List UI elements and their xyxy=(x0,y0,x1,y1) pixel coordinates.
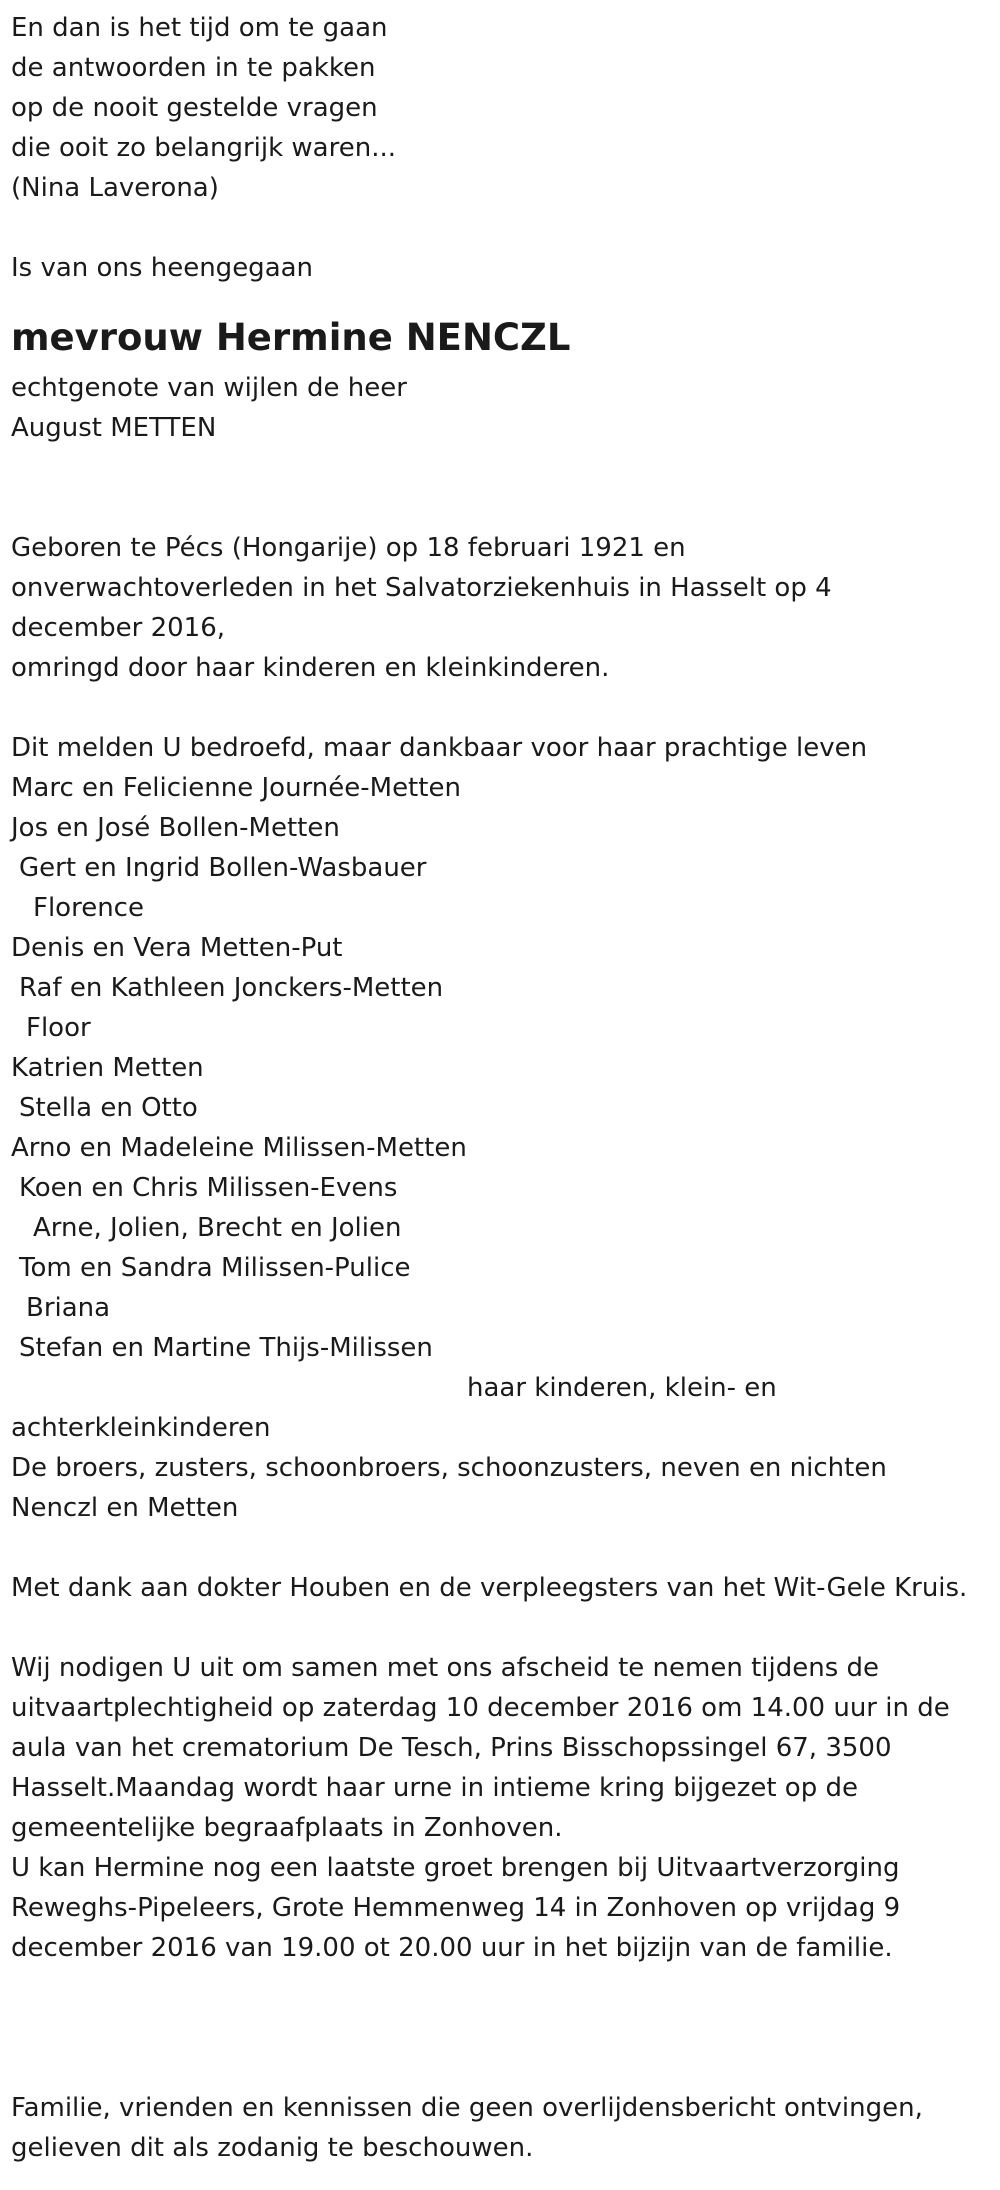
details-line: Geboren te Pécs (Hongarije) op 18 februari 1921 en xyxy=(11,533,686,563)
ceremony-details xyxy=(11,1648,991,1968)
ceremony-line: U kan Hermine nog een laatste groet brengen bij Uitvaartverzorging xyxy=(11,1853,900,1883)
relatives-line: Nenczl en Metten xyxy=(11,1493,239,1523)
family-closing: haar kinderen, klein- en xyxy=(467,1373,777,1403)
relatives-line: De broers, zusters, schoonbroers, schoonzusters, neven en nichten xyxy=(11,1453,887,1483)
ceremony-line: uitvaartplechtigheid op zaterdag 10 december 2016 om 14.00 uur in de xyxy=(11,1693,950,1723)
footer-note xyxy=(11,2088,991,2168)
ceremony-line: Wij nodigen U uit om samen met ons afscheid te nemen tijdens de xyxy=(11,1653,880,1683)
family-member: Florence xyxy=(33,893,144,923)
poem-line: de antwoorden in te pakken xyxy=(11,53,376,83)
family-member: Stefan en Martine Thijs-Milissen xyxy=(19,1333,433,1363)
poem-line: op de nooit gestelde vragen xyxy=(11,93,378,123)
family-member: Stella en Otto xyxy=(19,1093,198,1123)
family-member: Gert en Ingrid Bollen-Wasbauer xyxy=(19,853,427,883)
poem-author: (Nina Laverona) xyxy=(11,173,219,203)
poem-line: die ooit zo belangrijk waren... xyxy=(11,133,396,163)
family-member: Denis en Vera Metten-Put xyxy=(11,933,343,963)
family-member: Raf en Kathleen Jonckers-Metten xyxy=(19,973,444,1003)
ceremony-line: Hasselt.Maandag wordt haar urne in intieme kring bijgezet op de xyxy=(11,1773,858,1803)
family-intro: Dit melden U bedroefd, maar dankbaar voor haar prachtige leven xyxy=(11,733,868,763)
thanks-line: Met dank aan dokter Houben en de verpleegsters van het Wit-Gele Kruis. xyxy=(11,1573,968,1603)
deceased-name: mevrouw Hermine NENCZL xyxy=(11,316,571,359)
birth-death-details xyxy=(11,528,991,688)
family-member: Arno en Madeleine Milissen-Metten xyxy=(11,1133,467,1163)
obituary-page xyxy=(11,8,991,2168)
announcement: Is van ons heengegaan xyxy=(11,253,314,283)
family-member: Marc en Felicienne Journée-Metten xyxy=(11,773,461,803)
deceased-spouse: August METTEN xyxy=(11,413,217,443)
family-closing: achterkleinkinderen xyxy=(11,1413,271,1443)
footer-line: Familie, vrienden en kennissen die geen overlijdensbericht ontvingen, xyxy=(11,2093,923,2123)
ceremony-line: gemeentelijke begraafplaats in Zonhoven. xyxy=(11,1813,563,1843)
family-member: Arne, Jolien, Brecht en Jolien xyxy=(33,1213,402,1243)
family-member: Katrien Metten xyxy=(11,1053,204,1083)
ceremony-line: Reweghs-Pipeleers, Grote Hemmenweg 14 in Zonhoven op vrijdag 9 xyxy=(11,1893,901,1923)
family-member: Jos en José Bollen-Metten xyxy=(11,813,340,843)
poem-line: En dan is het tijd om te gaan xyxy=(11,13,388,43)
family-member: Koen en Chris Milissen-Evens xyxy=(19,1173,398,1203)
ceremony-line: december 2016 van 19.00 ot 20.00 uur in het bijzijn van de familie. xyxy=(11,1933,893,1963)
details-line: onverwachtoverleden in het Salvatorziekenhuis in Hasselt op 4 xyxy=(11,573,832,603)
poem xyxy=(11,8,991,208)
details-line: december 2016, xyxy=(11,613,226,643)
family-member: Tom en Sandra Milissen-Pulice xyxy=(19,1253,411,1283)
family-list xyxy=(11,728,991,1528)
ceremony-line: aula van het crematorium De Tesch, Prins Bisschopssingel 67, 3500 xyxy=(11,1733,892,1763)
family-member: Briana xyxy=(26,1293,111,1323)
deceased-relation: echtgenote van wijlen de heer xyxy=(11,373,407,403)
family-member: Floor xyxy=(26,1013,91,1043)
details-line: omringd door haar kinderen en kleinkinderen. xyxy=(11,653,610,683)
footer-line: gelieven dit als zodanig te beschouwen. xyxy=(11,2133,534,2163)
